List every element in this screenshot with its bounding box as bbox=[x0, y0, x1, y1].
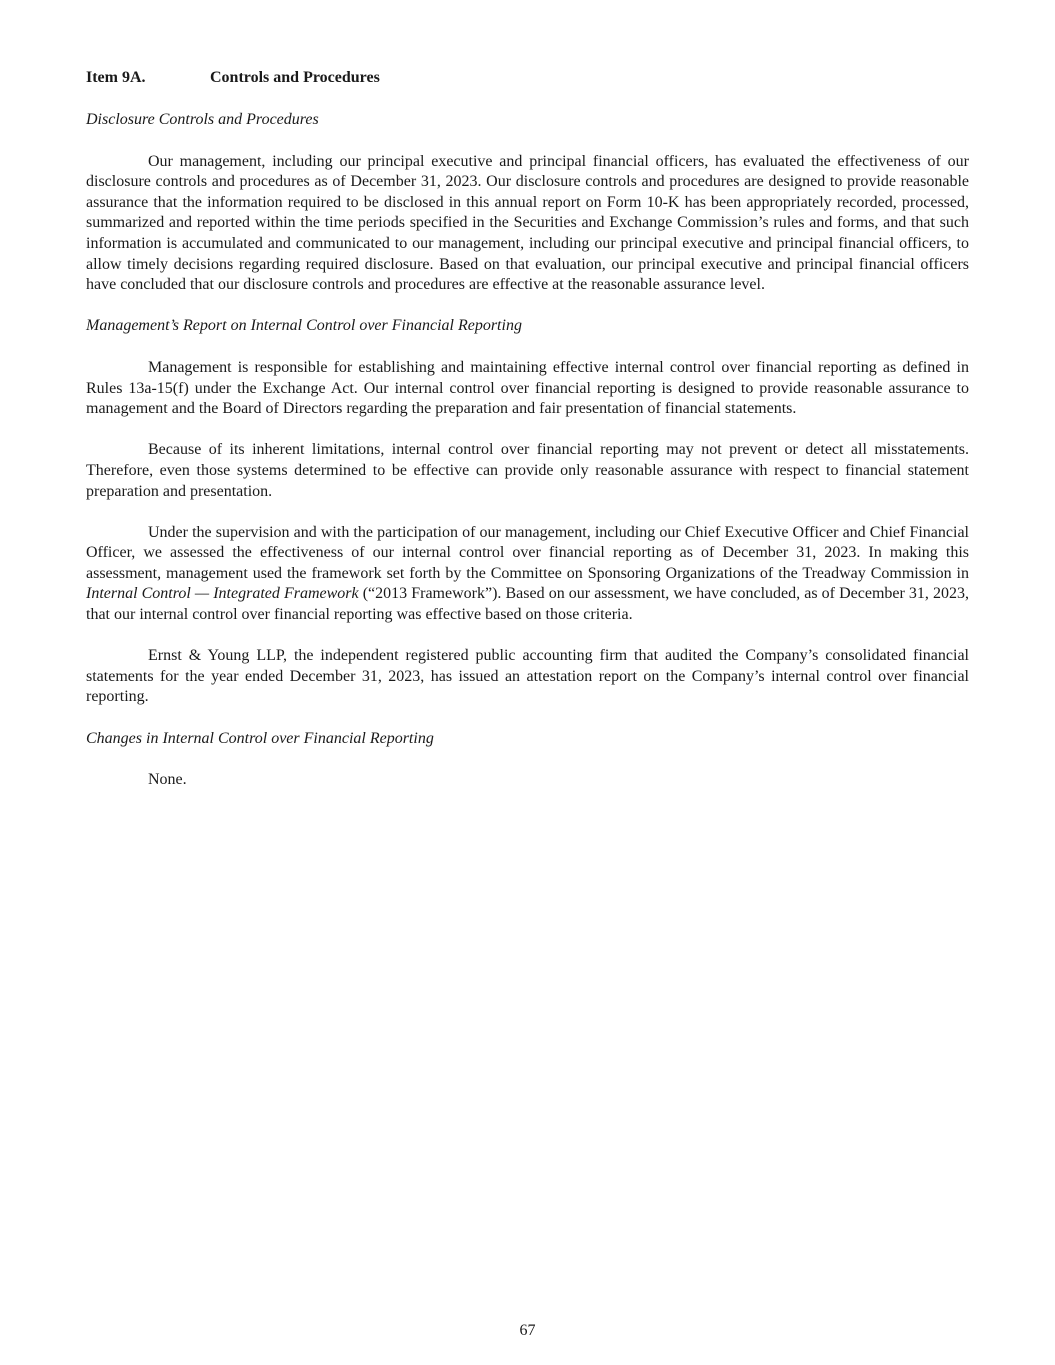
section-heading-management-report: Management’s Report on Internal Control over Financial Reporting bbox=[86, 317, 522, 335]
page-number: 67 bbox=[519, 1322, 536, 1339]
paragraph-framework-assessment bbox=[86, 523, 969, 626]
document-page bbox=[86, 68, 969, 811]
framework-text-before: Under the supervision and with the participation of our management, including our Chief Executive Officer and Chief Financial Officer, we assessed the effectiveness of our internal control over financial reporting as of December 31, 2023. In making this assessment, management used the framework set forth by the Committee on Sponsoring Organizations of the Treadway Commission in bbox=[86, 523, 969, 582]
section-heading-disclosure-controls: Disclosure Controls and Procedures bbox=[86, 111, 319, 128]
framework-title: Internal Control — Integrated Framework bbox=[86, 585, 359, 603]
item-heading bbox=[86, 68, 969, 89]
item-number: Item 9A. bbox=[86, 69, 146, 86]
framework-text-after: (“2013 Framework”). Based on our assessment, we have concluded, as of December 31, 2023, that our internal control over financial reporting was effective based on those criteria. bbox=[86, 585, 969, 624]
item-title: Controls and Procedures bbox=[210, 69, 380, 86]
paragraph-auditor-attestation: Ernst & Young LLP, the independent registered public accounting firm that audited the Company’s consolidated financial statements for the year ended December 31, 2023, has issued an attestation report on the Company’s internal control over financial reporting. bbox=[86, 647, 969, 706]
paragraph-inherent-limitations: Because of its inherent limitations, internal control over financial reporting may not prevent or detect all misstatements. Therefore, even those systems determined to be effective can provide only reasonable assurance with respect to financial statement preparation and presentation. bbox=[86, 441, 969, 500]
paragraph-changes-none: None. bbox=[148, 771, 187, 789]
paragraph-management-responsibility: Management is responsible for establishing and maintaining effective internal control over financial reporting as defined in Rules 13a-15(f) under the Exchange Act. Our internal control over financial reporting is designed to provide reasonable assurance to management and the Board of Directors regarding the preparation and fair presentation of financial statements. bbox=[86, 358, 969, 418]
paragraph-disclosure-evaluation: Our management, including our principal executive and principal financial officers, has evaluated the effectiveness of our disclosure controls and procedures as of December 31, 2023. Our disclosure controls and procedures are designed to provide reasonable assurance that the information required to be disclosed in this annual report on Form 10-K has been appropriately recorded, processed, summarized and reported within the time periods specified in the Securities and Exchange Commission’s rules and forms, and that such information is accumulated and communicated to our management, including our principal executive and principal financial officers, to allow timely decisions regarding required disclosure. Based on that evaluation, our principal executive and principal financial officers have concluded that our disclosure controls and procedures are effective at the reasonable assurance level. bbox=[86, 152, 969, 294]
section-heading-changes: Changes in Internal Control over Financial Reporting bbox=[86, 729, 434, 747]
